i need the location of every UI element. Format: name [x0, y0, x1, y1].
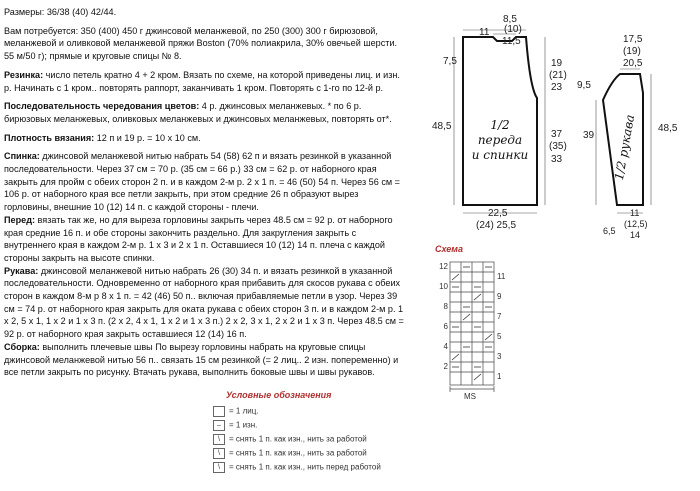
row-number: 4	[443, 342, 448, 351]
sleeve-cuff-3: 14	[630, 230, 641, 240]
legend-text: = снять 1 п. как изн., нить за работой	[229, 434, 367, 444]
row-number: 2	[443, 362, 448, 371]
legend-item	[213, 420, 257, 431]
sleeve-cap-height: 9,5	[577, 80, 591, 91]
body-armhole-2: (21)	[549, 70, 567, 81]
row-number: 6	[443, 322, 448, 331]
sleeve-top-1: 17,5	[623, 34, 643, 45]
body-piece-label: 1/2 переда и спинки	[471, 118, 529, 162]
row-number: 3	[497, 352, 502, 361]
body-height-total: 48,5	[432, 121, 452, 132]
sleeve-cuff-left: 6,5	[603, 226, 616, 236]
legend-item	[213, 462, 381, 473]
chart-repeat-label: MS	[464, 392, 476, 401]
legend-text: = снять 1 п. как изн., нить за работой	[229, 448, 367, 458]
sleeve-top-2: (19)	[623, 46, 641, 57]
legend-title: Условные обозначения	[226, 390, 332, 400]
assembly-text: выполнить плечевые швы По вырезу горловины набрать на круговые спицы джинсовой меланжевой нитью 56 п.. связать 15 см резинкой (= 2 лиц.. 2 изн. попеременно) и все петли закрыть по рисунку. Втачать рукава, выполнить боковые швы и швы рукавов.	[4, 341, 399, 378]
legend-text: = снять 1 п. как изн., нить перед работой	[229, 462, 381, 472]
legend-text: = 1 лиц.	[229, 406, 259, 416]
stitch-chart-grid	[450, 262, 494, 385]
rib-text: число петель кратно 4 + 2 кром. Вязать по схеме, на которой приведены лиц. и изн. р. Начинать с 1 кром.. повторять раппорт, заканчивать 1 кром. Повторять с 1-го по 12-й р.	[4, 69, 400, 93]
body-side-2: (35)	[549, 141, 567, 152]
row-number: 5	[497, 332, 502, 341]
row-number	[497, 342, 513, 352]
row-number: 8	[443, 302, 448, 311]
row-number	[497, 282, 513, 292]
row-number: 11	[497, 272, 506, 281]
body-side-1: 37	[551, 129, 563, 140]
sleeve-length-right: 48,5	[658, 123, 678, 134]
legend-text: = 1 изн.	[229, 420, 258, 430]
density-text: 12 п и 19 р. = 10 х 10 см.	[94, 132, 201, 143]
back-text: джинсовой меланжевой нитью набрать 54 (58) 62 п и вязать резинкой в указанной последовательности. Через 37 см = 70 р. (35 см = 66 р.) 33 см = 62 р. от наборного края закрыть для пройм с обеих сторон 2 п. и в каждом 2-м р. 2 х 1 п. = 46 (50) 54 п. Через 56 см = 106 р. от наборного края все петли закрыть, при этом средние 26 п образуют вырез горловины, внешние 10 (12) 14 п. с каждой стороны - плечи.	[4, 151, 400, 213]
legend-item	[213, 448, 367, 459]
body-side-3: 33	[551, 154, 563, 165]
sleeve-piece-label: 1/2 рукава	[611, 113, 638, 182]
purl-symbol-icon: –	[213, 420, 225, 431]
slip-back-symbol-icon: \	[213, 448, 225, 459]
sleeve-label: Рукава:	[4, 265, 39, 276]
assembly-label: Сборка:	[4, 341, 40, 352]
body-armhole-3: 23	[551, 82, 563, 93]
slip-front-symbol-icon: \	[213, 462, 225, 473]
row-number: 10	[439, 282, 448, 291]
row-number	[432, 312, 448, 322]
materials-text: Вам потребуется: 350 (400) 450 г джинсовой меланжевой, по 250 (300) 300 г бирюзовой, меланжевой и оливковой меланжевой пряжи Boston (70% полиакрила, 30% овечьей шерсти. 55 м/50 г); прямые и круговые спицы № 8.	[4, 25, 398, 62]
chart-row-numbers-right	[497, 272, 513, 382]
density-label: Плотность вязания:	[4, 132, 95, 143]
row-number	[497, 362, 513, 372]
body-neck-top: 8,5	[503, 14, 517, 25]
knit-symbol-icon	[213, 406, 225, 417]
sequence-label: Последовательность чередования цветов:	[4, 101, 200, 112]
chart-row-numbers-left	[432, 262, 448, 372]
chart-title: Схема	[435, 244, 463, 254]
legend-item	[213, 406, 259, 417]
row-number	[432, 272, 448, 282]
body-width-1: 22,5	[488, 208, 508, 219]
body-neck-mid: (10)	[504, 24, 522, 35]
row-number: 7	[497, 312, 502, 321]
body-top-left: 11	[479, 27, 490, 38]
sleeve-cuff-1: 11	[630, 208, 640, 218]
slip-back-symbol-icon: \	[213, 434, 225, 445]
row-number	[432, 332, 448, 342]
sleeve-top-3: 20,5	[623, 58, 643, 69]
row-number	[432, 352, 448, 362]
rib-label: Резинка:	[4, 69, 44, 80]
row-number	[497, 322, 513, 332]
sleeve-text: джинсовой меланжевой нитью набрать 26 (30) 34 п. и вязать резинкой в указанной последовательности. Одновременно от наборного края прибавить для скосов рукава с обеих сторон в каждом 8-м р 8 х 1 п. = 42 (46) 50 п.. включая прибавляемые петли в узор. Через 39 см = 74 р. от наборного края закрыть для оката рукава с обеих сторон 3 п. и в каждом 2-м р. 1 х 2, 5 х 1, 1 х 2 и 1 х 3 п. (2 х 2, 4 х 1, 1 х 2 и 1 х 3 п.) 2 х 2, 3 х 1, 2 х 2 и 1 х 3 п. Через 48.5 см = 92 р. от наборного края закрыть оставшиеся 12 (14) 16 п.	[4, 265, 404, 340]
row-number: 9	[497, 292, 502, 301]
row-number	[497, 302, 513, 312]
body-armhole-1: 19	[551, 58, 563, 69]
front-label: Перед:	[4, 214, 36, 225]
row-number: 1	[497, 372, 502, 381]
front-text: вязать так же, но для выреза горловины закрыть через 48.5 см = 92 р. от наборного края средние 16 п. и обе стороны закончить раздельно. Для закругления закрыть с внутреннего края в каждом 2-м р. 1 х 3 и 2 х 1 п. Оставшиеся 10 (12) 14 п. плеча с каждой стороны закрыть на высоте спинки.	[4, 214, 393, 263]
sequence-text: 4 р. джинсовых меланжевых. * по 6 р. бирюзовых меланжевых, оливковых меланжевых и джинсовых меланжевых, повторять от*.	[4, 101, 392, 124]
legend-item	[213, 434, 367, 445]
row-number	[432, 292, 448, 302]
sleeve-cuff-2: (12,5)	[624, 219, 648, 229]
back-label: Спинка:	[4, 151, 40, 162]
sleeve-length-left: 39	[583, 130, 595, 141]
body-width-2: (24) 25,5	[476, 220, 517, 231]
row-number: 12	[439, 262, 448, 271]
body-shoulder-drop: 7,5	[443, 56, 457, 67]
body-neck-bot: 11,5	[502, 36, 521, 47]
sizes-line: Размеры: 36/38 (40) 42/44.	[4, 7, 117, 17]
